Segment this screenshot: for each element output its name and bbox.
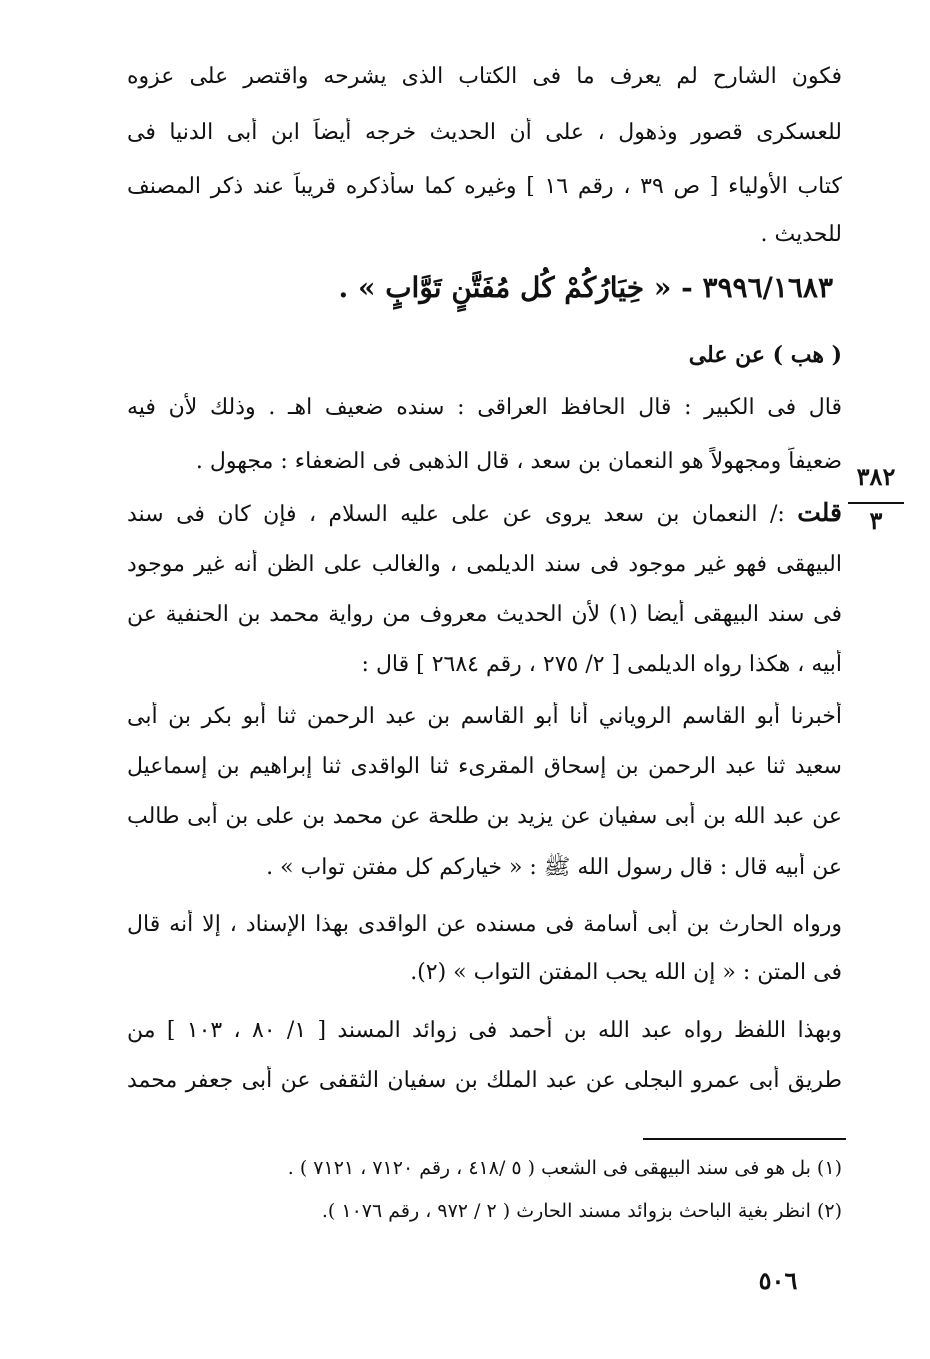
qult-line: البيهقى فهو غير موجود فى سند الديلمى ، والغالب على الظن أنه غير موجود [127, 552, 842, 577]
hadith-number: ٣٩٩٦/١٦٨٣ - [681, 271, 833, 304]
hadith-source: ( هب ) عن على [688, 342, 842, 368]
isnad-line: عن عبد الله بن أبى سفيان عن يزيد بن طلحة عن محمد بن على بن أبى طالب [127, 804, 842, 829]
body-line: فكون الشارح لم يعرف ما فى الكتاب الذى يشرحه واقتصر على عزوه [127, 64, 842, 89]
body-line: كتاب الأولياء [ ص ٣٩ ، رقم ١٦ ] وغيره كما سأذكره قريباً عند ذكر المصنف [127, 174, 842, 199]
qult-line: فى سند البيهقى أيضا (١) لأن الحديث معروف من رواية محمد بن الحنفية عن [127, 602, 842, 627]
isnad-line: سعيد ثنا عبد الرحمن بن إسحاق المقرىء ثنا الواقدى ثنا إبراهيم بن إسماعيل [127, 754, 842, 779]
page-number: ٥٠٦ [758, 1266, 798, 1295]
qult-line-text: :/ النعمان بن سعد يروى عن على عليه السلام ، فإن كان فى سند [127, 502, 785, 527]
qult-line [127, 498, 842, 530]
footnote-separator [643, 1138, 846, 1140]
margin-ref-bottom: ٣ [869, 506, 883, 535]
final-line: طريق أبى عمرو البجلى عن عبد الملك بن سفيان الثقفى عن أبى جعفر محمد [127, 1068, 842, 1093]
qult-line: أبيه ، هكذا رواه الديلمى [ ٢/ ٢٧٥ ، رقم ٢٦٨٤ ] قال : [361, 652, 842, 677]
hadith-text: « خِيَارُكُمْ كُل مُفَتَّنٍ تَوَّابٍ » . [338, 271, 672, 304]
harith-line: فى المتن : « إن الله يحب المفتن التواب » (٢). [410, 960, 842, 985]
harith-line: ورواه الحارث بن أبى أسامة فى مسنده عن الواقدى بهذا الإسناد ، إلا أنه قال [127, 912, 842, 937]
isnad-line: أخبرنا أبو القاسم الروياني أنا أبو القاسم بن عبد الرحمن ثنا أبو بكر بن أبى [127, 704, 842, 729]
commentary-line: قال فى الكبير : قال الحافظ العراقى : سنده ضعيف اهـ . وذلك لأن فيه [127, 395, 842, 420]
footnote: (١) بل هو فى سند البيهقى فى الشعب ( ٥ /٤١٨ ، رقم ٧١٢٠ ، ٧١٢١ ) . [287, 1157, 842, 1179]
body-line: للعسكرى قصور وذهول ، على أن الحديث خرجه أيضاً ابن أبى الدنيا فى [127, 120, 842, 145]
hadith-heading [123, 268, 833, 308]
body-line: للحديث . [760, 222, 842, 247]
margin-ref-top: ٣٨٢ [856, 462, 896, 491]
commentary-line: ضعيفاً ومجهولاً هو النعمان بن سعد ، قال الذهبى فى الضعفاء : مجهول . [195, 449, 842, 474]
qult-label: قلت [797, 498, 842, 527]
final-line: وبهذا اللفظ رواه عبد الله بن أحمد فى زوائد المسند [ ١/ ٨٠ ، ١٠٣ ] من [127, 1018, 842, 1043]
isnad-line: عن أبيه قال : قال رسول الله ﷺ : « خياركم كل مفتن تواب » . [266, 855, 842, 880]
footnote: (٢) انظر بغية الباحث بزوائد مسند الحارث ( ٢ / ٩٧٢ ، رقم ١٠٧٦ ). [321, 1200, 842, 1222]
margin-divider [848, 502, 904, 504]
